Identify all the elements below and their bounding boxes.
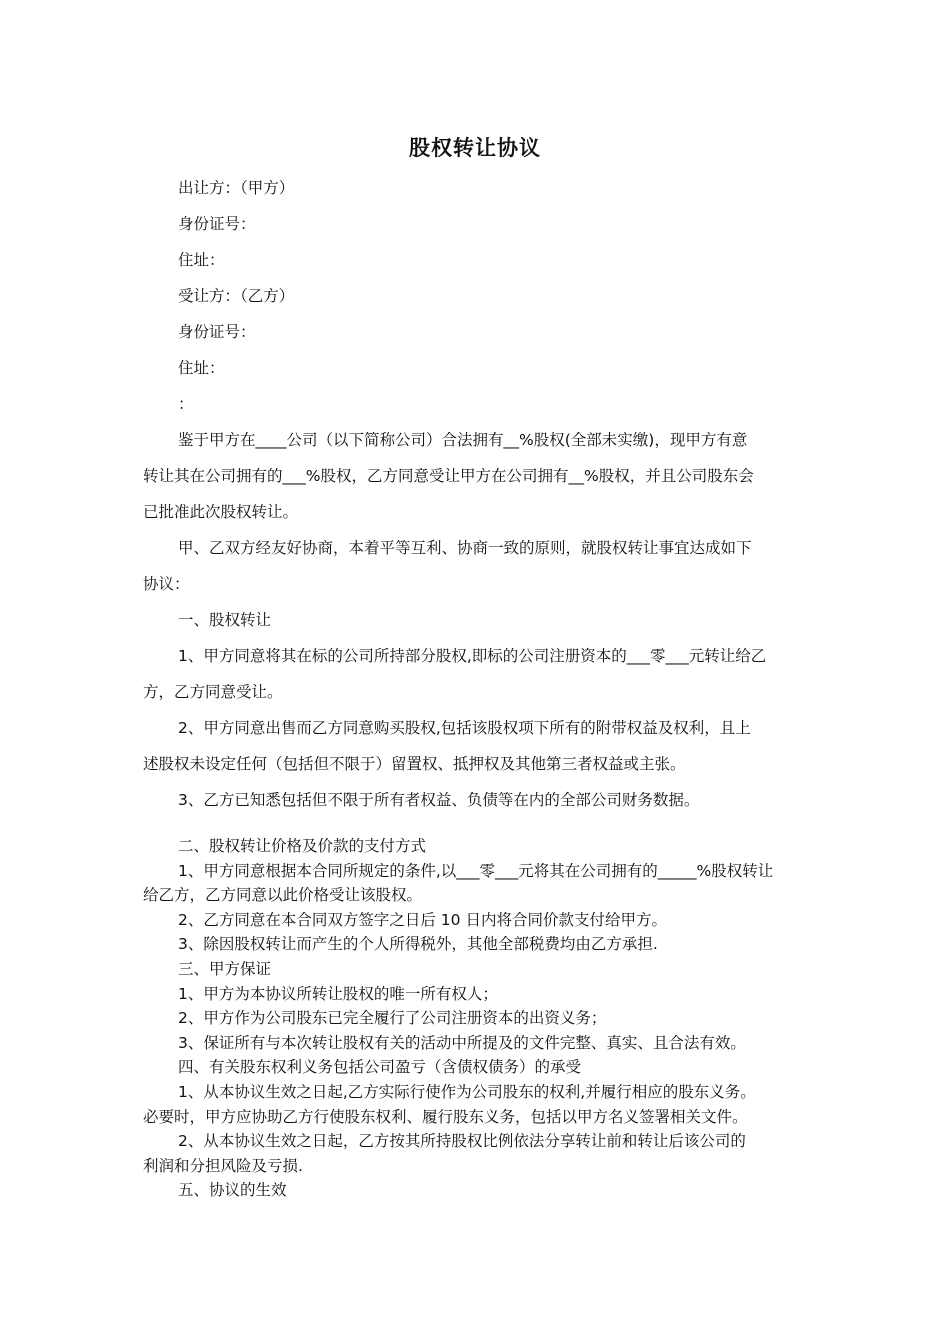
- text-line: ：: [178, 395, 194, 413]
- text-line: 身份证号：: [178, 215, 256, 233]
- text-line: 3、乙方已知悉包括但不限于所有者权益、负债等在内的全部公司财务数据。: [178, 791, 700, 809]
- text-line: 2、甲方作为公司股东已完全履行了公司注册资本的出资义务；: [178, 1009, 607, 1028]
- document-title: 股权转让协议: [409, 136, 541, 160]
- text-line: 协议：: [143, 575, 190, 593]
- text-line: 转让其在公司拥有的___%股权，乙方同意受让甲方在公司拥有__%股权，并且公司股东会: [143, 467, 754, 485]
- text-line: 鉴于甲方在____公司（以下简称公司）合法拥有__%股权(全部未实缴)，现甲方有意: [178, 431, 748, 449]
- text-line: 四、有关股东权利义务包括公司盈亏（含债权债务）的承受: [178, 1058, 582, 1077]
- document-body-upper: [143, 170, 808, 818]
- text-line: 三、甲方保证: [178, 959, 272, 978]
- text-line: 3、保证所有与本次转让股权有关的活动中所提及的文件完整、真实、且合法有效。: [178, 1033, 746, 1052]
- text-line: 已批准此次股权转让。: [143, 503, 299, 521]
- text-line: 2、甲方同意出售而乙方同意购买股权,包括该股权项下所有的附带权益及权利，且上: [178, 719, 751, 737]
- text-line: 述股权未设定任何（包括但不限于）留置权、抵押权及其他第三者权益或主张。: [143, 755, 686, 773]
- text-line: 1、甲方同意根据本合同所规定的条件,以___零___元将其在公司拥有的_____%股权转让: [178, 861, 774, 880]
- text-line: 住址：: [178, 251, 225, 269]
- text-line: 1、甲方为本协议所转让股权的唯一所有权人；: [178, 984, 498, 1003]
- document-body-lower: [143, 834, 808, 1203]
- text-line: 利润和分担风险及亏损.: [143, 1156, 303, 1175]
- text-line: 五、协议的生效: [178, 1181, 287, 1200]
- text-line: 1、从本协议生效之日起,乙方实际行使作为公司股东的权利,并履行相应的股东义务。: [178, 1082, 756, 1101]
- text-line: 受让方：（乙方）: [178, 287, 295, 305]
- text-line: 一、股权转让: [178, 611, 272, 629]
- text-line: 方，乙方同意受让。: [143, 683, 283, 701]
- text-line: 出让方：（甲方）: [178, 179, 295, 197]
- text-line: 3、除因股权转让而产生的个人所得税外，其他全部税费均由乙方承担.: [178, 935, 658, 954]
- text-line: 二、股权转让价格及价款的支付方式: [178, 837, 427, 855]
- text-line: 1、甲方同意将其在标的公司所持部分股权,即标的公司注册资本的___零___元转让给乙: [178, 647, 767, 665]
- text-line: 2、从本协议生效之日起，乙方按其所持股权比例依法分享转让前和转让后该公司的: [178, 1132, 746, 1151]
- text-line: 2、乙方同意在本合同双方签字之日后 10 日内将合同价款支付给甲方。: [178, 910, 667, 929]
- text-line: 甲、乙双方经友好协商，本着平等互利、协商一致的原则，就股权转让事宜达成如下: [178, 539, 752, 557]
- text-line: 给乙方，乙方同意以此价格受让该股权。: [143, 886, 423, 905]
- text-line: 身份证号：: [178, 323, 256, 341]
- text-line: 必要时，甲方应协助乙方行使股东权利、履行股东义务，包括以甲方名义签署相关文件。: [143, 1107, 748, 1126]
- text-line: 住址：: [178, 359, 225, 377]
